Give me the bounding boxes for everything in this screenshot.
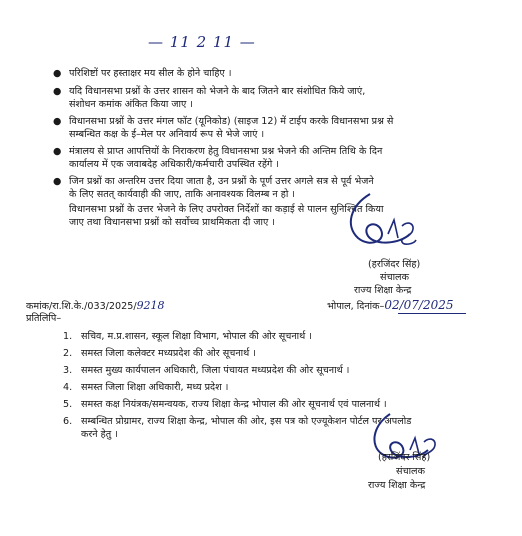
page-number: — 11 2 11 —: [148, 33, 256, 51]
list-item: ● परिशिष्टों पर हस्ताक्षर मय सील के होने चाहिए ।: [53, 68, 232, 79]
list-item: ● मंत्रालय से प्राप्त आपत्तियों के निराकरण हेतु विधानसभा प्रश्न भेजने की अन्तिम तिथि के दिन कार्यालय में एक जवाबदेह अधिकारी/कर्मचारी उपस्थित रहेंगे ।: [53, 146, 383, 170]
reference-number: कमांक/रा.शि.के./033/2025/9218: [26, 299, 165, 312]
signatory-name: (हरजिंदर सिंह): [368, 259, 421, 270]
list-item: 5. समस्त कक्ष नियंत्रक/समन्वयक, राज्य शिक्षा केन्द्र भोपाल की ओर सूचनार्थ एवं पालनार्थ ।: [63, 399, 387, 410]
signatory-title: संचालक: [380, 272, 409, 283]
date-underline: [398, 313, 466, 314]
list-item: 3. समस्त मुख्य कार्यपालन अधिकारी, जिला पंचायत मध्यप्रदेश की ओर सूचनार्थ ।: [63, 365, 350, 376]
copy-heading: प्रतिलिपि–: [26, 313, 62, 324]
list-item: 1. सचिव, म.प्र.शासन, स्कूल शिक्षा विभाग, भोपाल की ओर सूचनार्थ ।: [63, 331, 312, 342]
list-item: 4. समस्त जिला शिक्षा अधिकारी, मध्य प्रदेश ।: [63, 382, 229, 393]
signatory-office: राज्य शिक्षा केन्द्र: [368, 480, 426, 491]
list-item: ● यदि विधानसभा प्रश्नों के उत्तर शासन को भेजने के बाद जितने बार संशोधित किये जाएं, संशोधन कमांक अंकित किया जाए ।: [53, 86, 366, 110]
list-item: 6. सम्बन्धित प्रोग्रामर, राज्य शिक्षा केन्द्र, भोपाल की ओर, इस पत्र को एज्यूकेशन पोर्टल पर अपलोड करने हेतु ।: [63, 416, 412, 440]
signature-image: [340, 186, 440, 256]
list-item: ● जिन प्रश्नों का अन्तरिम उत्तर दिया जाता है, उन प्रश्नों के पूर्ण उत्तर अगले सत्र से पूर्व भेजने के लिए सतत् कार्यवाही की जाए, ताकि अनावश्यक विलम्ब न हो ।: [53, 176, 374, 200]
signatory-name: (हरजिंदर सिंह): [378, 452, 431, 463]
closing-paragraph: विधानसभा प्रश्नों के उत्तर भेजने के लिए उपरोक्त निर्देशों का कड़ाई से पालन सुनिश्चित किया जाए तथा विधानसभा प्रश्नों को सर्वोच्च प्राथमिकता दी जाए ।: [69, 204, 384, 228]
date-line: भोपाल, दिनांक–02/07/2025: [327, 298, 454, 312]
signatory-title: संचालक: [396, 466, 425, 477]
list-item: 2. समस्त जिला कलेक्टर मध्यप्रदेश की ओर सूचनार्थ ।: [63, 348, 256, 359]
signatory-office: राज्य शिक्षा केन्द्र: [354, 285, 412, 296]
list-item: ● विधानसभा प्रश्नों के उत्तर मंगल फॉट (यूनिकोड) (साइज 12) में टाईप करके विधानसभा प्रश्न से सम्बन्धित कक्ष के ई–मेल पर अनिवार्य रूप से भेजे जाएं ।: [53, 116, 394, 140]
